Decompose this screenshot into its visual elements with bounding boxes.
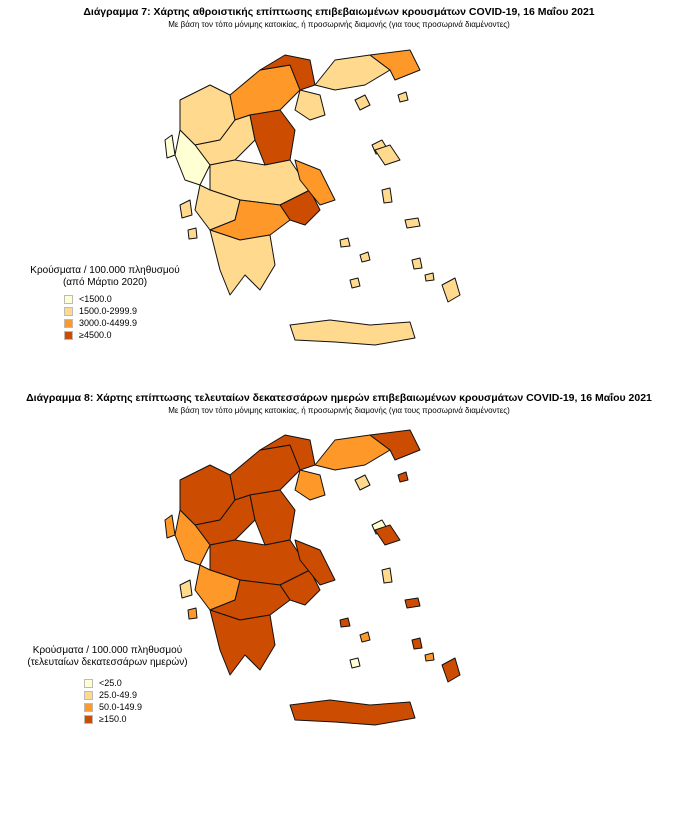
map1-greece-choropleth [150, 40, 500, 370]
map2-greece-choropleth [150, 420, 500, 750]
map2-island-kos [425, 653, 434, 661]
map1-island-thasos [355, 95, 370, 110]
map2-island-cyclades-a [340, 618, 350, 627]
map2-island-cyclades-c [350, 658, 360, 668]
map2-legend-label: ≥150.0 [99, 714, 127, 724]
map1-region-chalkidiki [295, 90, 325, 120]
map1-title: Διάγραμμα 7: Χάρτης αθροιστικής επίπτωσης επιβεβαιωμένων κρουσμάτων COVID-19, 16 Μαΐου 2021 [83, 6, 595, 18]
map2-island-zakynthos [188, 608, 197, 619]
map2-island-samos [405, 598, 420, 608]
map2-legend-label: 50.0-149.9 [99, 702, 143, 712]
map1-island-zakynthos [188, 228, 197, 239]
map1-island-cyclades-a [340, 238, 350, 247]
map2-legend-swatch [84, 679, 93, 688]
map1-island-samothrace [398, 92, 408, 102]
map2-legend-item [84, 690, 137, 700]
map2-legend-title [20, 645, 195, 669]
map2-legend-title-line2: (τελευταίων δεκατεσσάρων ημερών) [27, 657, 188, 668]
map1-legend-item [64, 294, 112, 304]
map2-region-peloponnese-south [210, 610, 275, 675]
map1-legend-label: 3000.0-4499.9 [79, 318, 138, 328]
map2-island-crete [290, 700, 415, 725]
map1-legend-label: <1500.0 [79, 294, 112, 304]
map2-island-chios [382, 568, 392, 583]
map1-mainland [175, 50, 420, 295]
map1-region-thessaly [250, 110, 295, 165]
map2-legend-swatch [84, 703, 93, 712]
map2-island-kefalonia [180, 580, 192, 598]
map2-legend-title-line1: Κρούσματα / 100.000 πληθυσμού [32, 645, 183, 656]
map1-legend-swatch [64, 331, 73, 340]
map2-legend-item [84, 714, 126, 724]
map1-legend-swatch [64, 307, 73, 316]
map2-legend-item [84, 702, 142, 712]
map1-island-rhodes [442, 278, 460, 302]
map1-legend-swatch [64, 319, 73, 328]
map2-island-corfu [165, 515, 175, 538]
map1-region-peloponnese-south [210, 230, 275, 295]
map1-island-corfu [165, 135, 175, 158]
map2-legend-label: <25.0 [99, 678, 122, 688]
map2-island-rhodes [442, 658, 460, 682]
map2-subtitle: Με βάση τον τόπο μόνιμης κατοικίας, ή προσωρινής διαμονής (για τους προσωρινά διαμένοντες) [168, 406, 510, 415]
map2-region-thessaly [250, 490, 295, 545]
map1-island-chios [382, 188, 392, 203]
map2-mainland [175, 430, 420, 675]
map1-legend-label: 1500.0-2999.9 [79, 306, 138, 316]
map1-region-north [230, 65, 300, 120]
map2-region-north [230, 445, 300, 500]
map1-legend-item [64, 330, 111, 340]
map1-island-cyclades-c [350, 278, 360, 288]
map2-legend-item [84, 678, 122, 688]
map1-legend-item [64, 306, 137, 316]
map1-legend-title-line2: (από Μάρτιο 2020) [62, 277, 148, 288]
map2-legend-swatch [84, 691, 93, 700]
map1-island-samos [405, 218, 420, 228]
map1-legend-swatch [64, 295, 73, 304]
map2-legend-swatch [84, 715, 93, 724]
map2-region-chalkidiki [295, 470, 325, 500]
map1-island-cyclades-b [360, 252, 370, 262]
map2-legend-label: 25.0-49.9 [99, 690, 138, 700]
map1-legend-item [64, 318, 137, 328]
map2-island-cyclades-b [360, 632, 370, 642]
map1-subtitle: Με βάση τον τόπο μόνιμης κατοικίας, ή προσωρινής διαμονής (για τους προσωρινά διαμένοντες) [168, 20, 510, 29]
map2-island-dodecanese [412, 638, 422, 649]
map1-island-kos [425, 273, 434, 281]
map1-island-crete [290, 320, 415, 345]
map1-legend-title [20, 265, 190, 289]
map1-island-kefalonia [180, 200, 192, 218]
map2-island-samothrace [398, 472, 408, 482]
map1-island-dodecanese [412, 258, 422, 269]
map2-title: Διάγραμμα 8: Χάρτης επίπτωσης τελευταίων δεκατεσσάρων ημερών επιβεβαιωμένων κρουσμάτων COVID-19, 16 Μαΐου 2021 [26, 392, 652, 404]
map2-island-thasos [355, 475, 370, 490]
map1-legend-label: ≥4500.0 [79, 330, 112, 340]
map1-legend-title-line1: Κρούσματα / 100.000 πληθυσμού [30, 265, 180, 276]
